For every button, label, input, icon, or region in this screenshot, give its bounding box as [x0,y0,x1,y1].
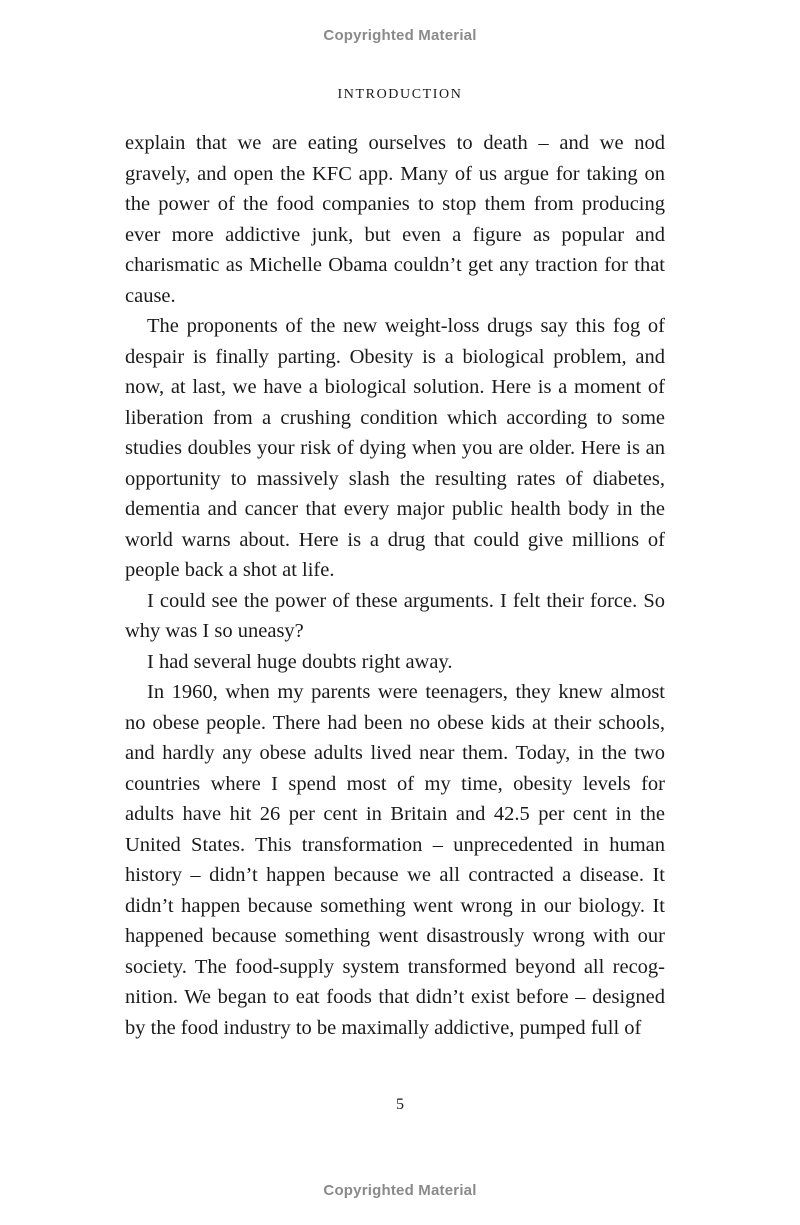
paragraph-2: The proponents of the new weight-loss drugs say this fog of despair is finally parting. Obesity is a biological problem, and now, at last, we have a biological solution. Here is a moment of liberation from a crushing condition which according to some studies doubles your risk of dying when you are older. Here is an opportunity to massively slash the resulting rates of diabetes, dementia and cancer that every major public health body in the world warns about. Here is a drug that could give millions of people back a shot at life. [125,315,665,581]
paragraph-3: I could see the power of these arguments. I felt their force. So why was I so uneasy? [125,589,665,642]
paragraph-1: explain that we are eating ourselves to death – and we nod gravely, and open the KFC app. Many of us argue for taking on the power of the food companies to stop them from producing ever more addictive junk, but even a figure as popular and charismatic as Michelle Obama couldn’t get any traction for that cause. [125,132,665,307]
paragraph-5: In 1960, when my parents were teenagers, they knew almost no obese people. There had been no obese kids at their schools, and hardly any obese adults lived near them. Today, in the two countries where I spend most of my time, obesity levels for adults have hit 26 per cent in Britain and 42.5 per cent in the United States. This transformation – unprecedented in human history – didn’t happen because we all contracted a disease. It didn’t happen because something went wrong in our biology. It happened because something went disastrously wrong with our society. The food-supply system transformed beyond all recognition. We began to eat foods that didn’t exist before – designed by the food industry to be maximally addictive, pumped full of [125,681,665,1039]
body-text [125,128,665,1043]
copyright-watermark-top: Copyrighted Material [323,27,477,44]
running-head: INTRODUCTION [337,87,463,102]
paragraph-4: I had several huge doubts right away. [147,650,453,673]
page-number: 5 [396,1096,404,1113]
copyright-watermark-bottom: Copyrighted Material [323,1182,477,1199]
